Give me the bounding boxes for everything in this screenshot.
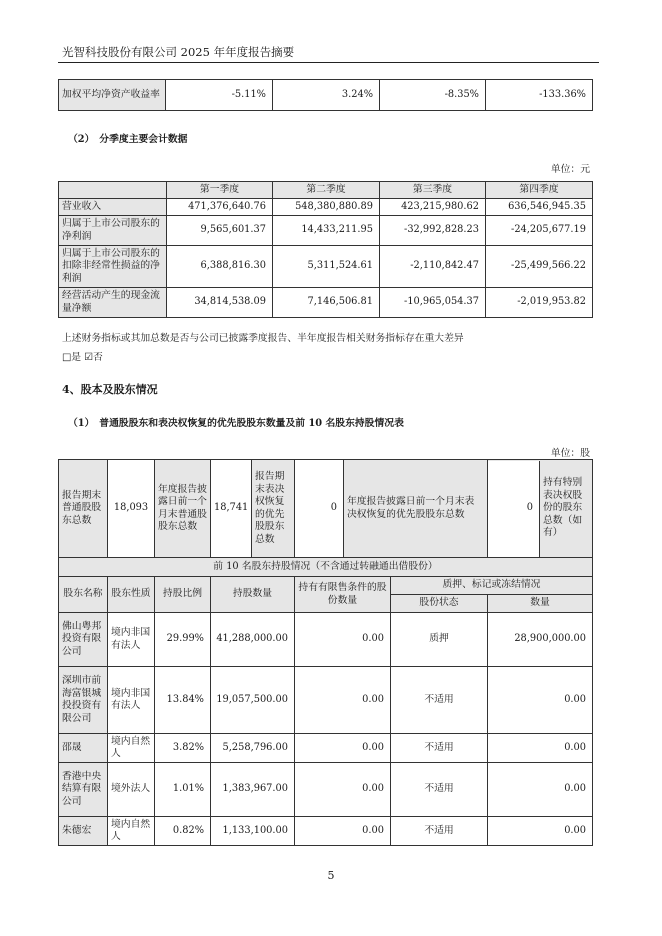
row-label: 归属于上市公司股东的净利润 — [59, 216, 167, 246]
table-row — [59, 80, 593, 111]
header-divider — [58, 62, 599, 63]
table-row — [59, 763, 593, 817]
shareholder-nature: 境内非国有法人 — [108, 667, 155, 734]
cell-value: 5,311,524.61 — [273, 246, 380, 288]
shareholder-status: 不适用 — [391, 734, 488, 763]
quarterly-unit: 单位：元 — [550, 164, 590, 175]
column-header: 持有有限售条件的股份数量 — [295, 577, 391, 613]
column-header — [59, 182, 167, 199]
row-label: 营业收入 — [59, 199, 167, 216]
cell-value: 636,546,945.35 — [486, 199, 593, 216]
shareholders-section-title: （1） 普通股股东和表决权恢复的优先股股东数量及前 10 名股东持股情况表 — [68, 418, 404, 429]
page-number: 5 — [327, 869, 335, 882]
shareholder-nature: 境内非国有法人 — [108, 613, 155, 667]
cell-value: -2,110,842.47 — [380, 246, 486, 288]
summary-label: 持有特别表决权股份的股东总数（如有） — [543, 477, 583, 539]
shareholders-table — [58, 459, 593, 846]
shareholder-ratio: 29.99% — [155, 613, 211, 667]
table-row — [59, 734, 593, 763]
shareholder-status: 不适用 — [391, 817, 488, 846]
summary-row — [59, 460, 593, 558]
table-header-row — [59, 577, 593, 595]
summary-label: 年度报告披露日前一个月末表决权恢复的优先股股东总数 — [344, 460, 488, 558]
cell-value: 14,433,211.95 — [273, 216, 380, 246]
shareholder-name: 邵晟 — [59, 734, 108, 763]
table-row — [59, 199, 593, 216]
shareholder-qty: 41,288,000.00 — [211, 613, 295, 667]
cell-value: -25,499,566.22 — [486, 246, 593, 288]
shareholder-qty: 5,258,796.00 — [211, 734, 295, 763]
shareholder-amount: 0.00 — [488, 734, 593, 763]
shareholder-ratio: 3.82% — [155, 734, 211, 763]
quarterly-table — [58, 181, 593, 318]
column-header: 质押、标记或冻结情况 — [391, 577, 593, 595]
table-row — [59, 288, 593, 318]
shareholder-qty: 19,057,500.00 — [211, 667, 295, 734]
shareholders-unit: 单位：股 — [550, 448, 590, 459]
shareholder-restricted: 0.00 — [295, 667, 391, 734]
top10-title-row — [59, 558, 593, 577]
cell-value: 548,380,880.89 — [273, 199, 380, 216]
summary-value: 0 — [295, 460, 344, 558]
yes-no-checkbox: □是 ☑否 — [62, 352, 103, 363]
shareholder-name: 朱德宏 — [59, 817, 108, 846]
shareholder-name: 香港中央结算有限公司 — [59, 763, 108, 817]
shareholder-status: 不适用 — [391, 667, 488, 734]
shareholder-qty: 1,383,967.00 — [211, 763, 295, 817]
table-row — [59, 667, 593, 734]
shareholder-amount: 28,900,000.00 — [488, 613, 593, 667]
shareholder-amount: 0.00 — [488, 817, 593, 846]
summary-label: 报告期末普通股股东总数 — [59, 460, 108, 558]
column-header: 第四季度 — [486, 182, 593, 199]
shareholder-nature: 境内自然人 — [108, 817, 155, 846]
shareholder-restricted: 0.00 — [295, 763, 391, 817]
shareholder-status: 质押 — [391, 613, 488, 667]
roe-label: 加权平均净资产收益率 — [59, 80, 166, 111]
shareholder-restricted: 0.00 — [295, 734, 391, 763]
roe-value: 3.24% — [273, 80, 380, 111]
table-row — [59, 613, 593, 667]
cell-value: 423,215,980.62 — [380, 199, 486, 216]
row-label: 经营活动产生的现金流量净额 — [59, 288, 167, 318]
cell-value: -32,992,828.23 — [380, 216, 486, 246]
summary-value: 18,093 — [108, 460, 155, 558]
top10-title: 前 10 名股东持股情况（不含通过转融通出借股份） — [59, 558, 593, 577]
table-row — [59, 817, 593, 846]
row-label: 归属于上市公司股东的扣除非经常性损益的净利润 — [59, 246, 167, 288]
roe-value: -5.11% — [166, 80, 273, 111]
shareholder-restricted: 0.00 — [295, 613, 391, 667]
cell-value: 6,388,816.30 — [167, 246, 273, 288]
summary-label: 报告期末表决权恢复的优先股股东总数 — [252, 460, 295, 558]
shareholder-restricted: 0.00 — [295, 817, 391, 846]
column-header: 股份状态 — [391, 595, 488, 613]
column-header: 股东性质 — [108, 577, 155, 613]
column-header: 持股比例 — [155, 577, 211, 613]
table-header-row — [59, 182, 593, 199]
summary-label: 年度报告披露日前一个月末普通股股东总数 — [155, 460, 211, 558]
roe-value: -133.36% — [486, 80, 593, 111]
cell-value: 9,565,601.37 — [167, 216, 273, 246]
shareholder-status: 不适用 — [391, 763, 488, 817]
table-row — [59, 246, 593, 288]
roe-table — [58, 79, 593, 111]
report-header-title: 光智科技股份有限公司 2025 年年度报告摘要 — [62, 45, 295, 59]
section-heading: 4、股本及股东情况 — [62, 383, 158, 396]
cell-value: 34,814,538.09 — [167, 288, 273, 318]
cell-value: -10,965,054.37 — [380, 288, 486, 318]
summary-split — [488, 460, 593, 558]
quarterly-section-title: （2） 分季度主要会计数据 — [68, 134, 188, 145]
shareholder-nature: 境外法人 — [108, 763, 155, 817]
shareholder-name: 佛山粤邦投资有限公司 — [59, 613, 108, 667]
summary-value: 0 — [488, 461, 540, 557]
column-header: 第一季度 — [167, 182, 273, 199]
column-header: 数量 — [488, 595, 593, 613]
cell-value: -2,019,953.82 — [486, 288, 593, 318]
column-header: 第三季度 — [380, 182, 486, 199]
shareholder-amount: 0.00 — [488, 763, 593, 817]
cell-value: 7,146,506.81 — [273, 288, 380, 318]
shareholder-ratio: 0.82% — [155, 817, 211, 846]
summary-value: 18,741 — [211, 460, 252, 558]
shareholder-ratio: 13.84% — [155, 667, 211, 734]
shareholder-nature: 境内自然人 — [108, 734, 155, 763]
shareholder-ratio: 1.01% — [155, 763, 211, 817]
cell-value: -24,205,677.19 — [486, 216, 593, 246]
column-header: 第二季度 — [273, 182, 380, 199]
roe-value: -8.35% — [380, 80, 486, 111]
cell-value: 471,376,640.76 — [167, 199, 273, 216]
shareholder-qty: 1,133,100.00 — [211, 817, 295, 846]
column-header: 持股数量 — [211, 577, 295, 613]
shareholder-amount: 0.00 — [488, 667, 593, 734]
table-row — [59, 216, 593, 246]
column-header: 股东名称 — [59, 577, 108, 613]
shareholder-name: 深圳市前海富银城投投资有限公司 — [59, 667, 108, 734]
quarterly-note: 上述财务指标或其加总数是否与公司已披露季度报告、半年度报告相关财务指标存在重大差异 — [62, 333, 464, 344]
